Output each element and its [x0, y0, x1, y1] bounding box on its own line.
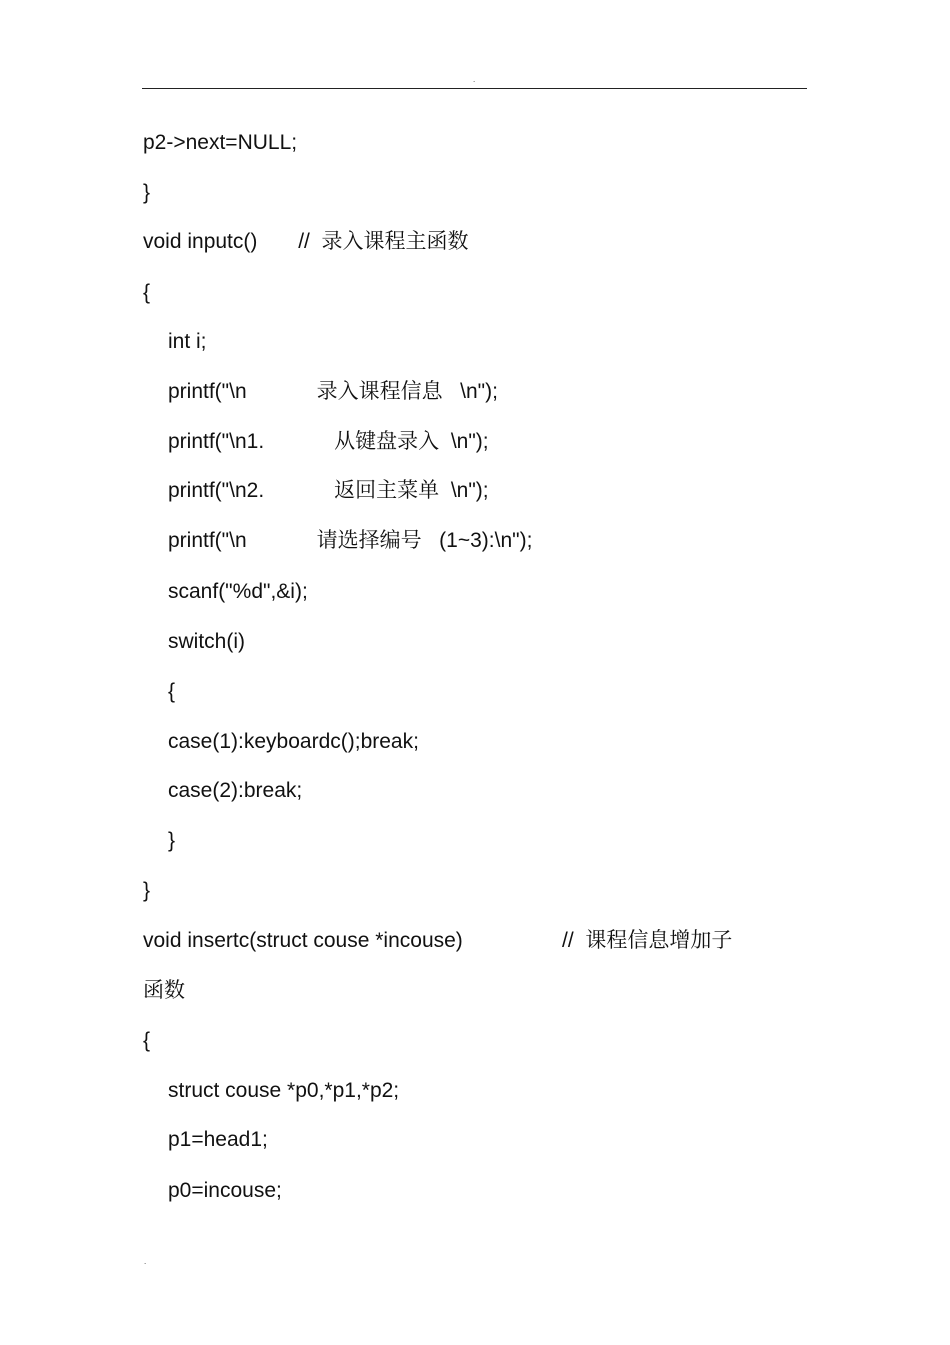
header-mark: .: [473, 75, 476, 84]
code-line: {: [143, 1029, 151, 1052]
code-line: case(2):break;: [168, 779, 303, 802]
code-line: p0=incouse;: [168, 1179, 282, 1202]
footer-mark: .: [144, 1257, 147, 1266]
code-line: void inputc() // 录入课程主函数: [143, 230, 469, 253]
header-rule: [142, 88, 807, 89]
code-line: printf("\n2. 返回主菜单 \n");: [168, 479, 489, 502]
code-line: {: [168, 680, 176, 703]
code-line: case(1):keyboardc();break;: [168, 730, 419, 753]
code-line: p2->next=NULL;: [143, 131, 298, 154]
code-line: }: [143, 879, 151, 902]
code-line: void insertc(struct couse *incouse) // 课程信息增加子: [143, 929, 733, 952]
code-line: switch(i): [168, 630, 245, 653]
code-line: }: [168, 829, 176, 852]
code-line: int i;: [168, 330, 207, 353]
code-line: printf("\n 请选择编号 (1~3):\n");: [168, 529, 533, 552]
code-line: struct couse *p0,*p1,*p2;: [168, 1079, 400, 1102]
code-line: 函数: [143, 979, 185, 1002]
code-line: {: [143, 281, 151, 304]
code-line: }: [143, 181, 151, 204]
code-line: printf("\n1. 从键盘录入 \n");: [168, 430, 489, 453]
code-line: scanf("%d",&i);: [168, 580, 308, 603]
code-line: printf("\n 录入课程信息 \n");: [168, 380, 498, 403]
code-line: p1=head1;: [168, 1128, 268, 1151]
